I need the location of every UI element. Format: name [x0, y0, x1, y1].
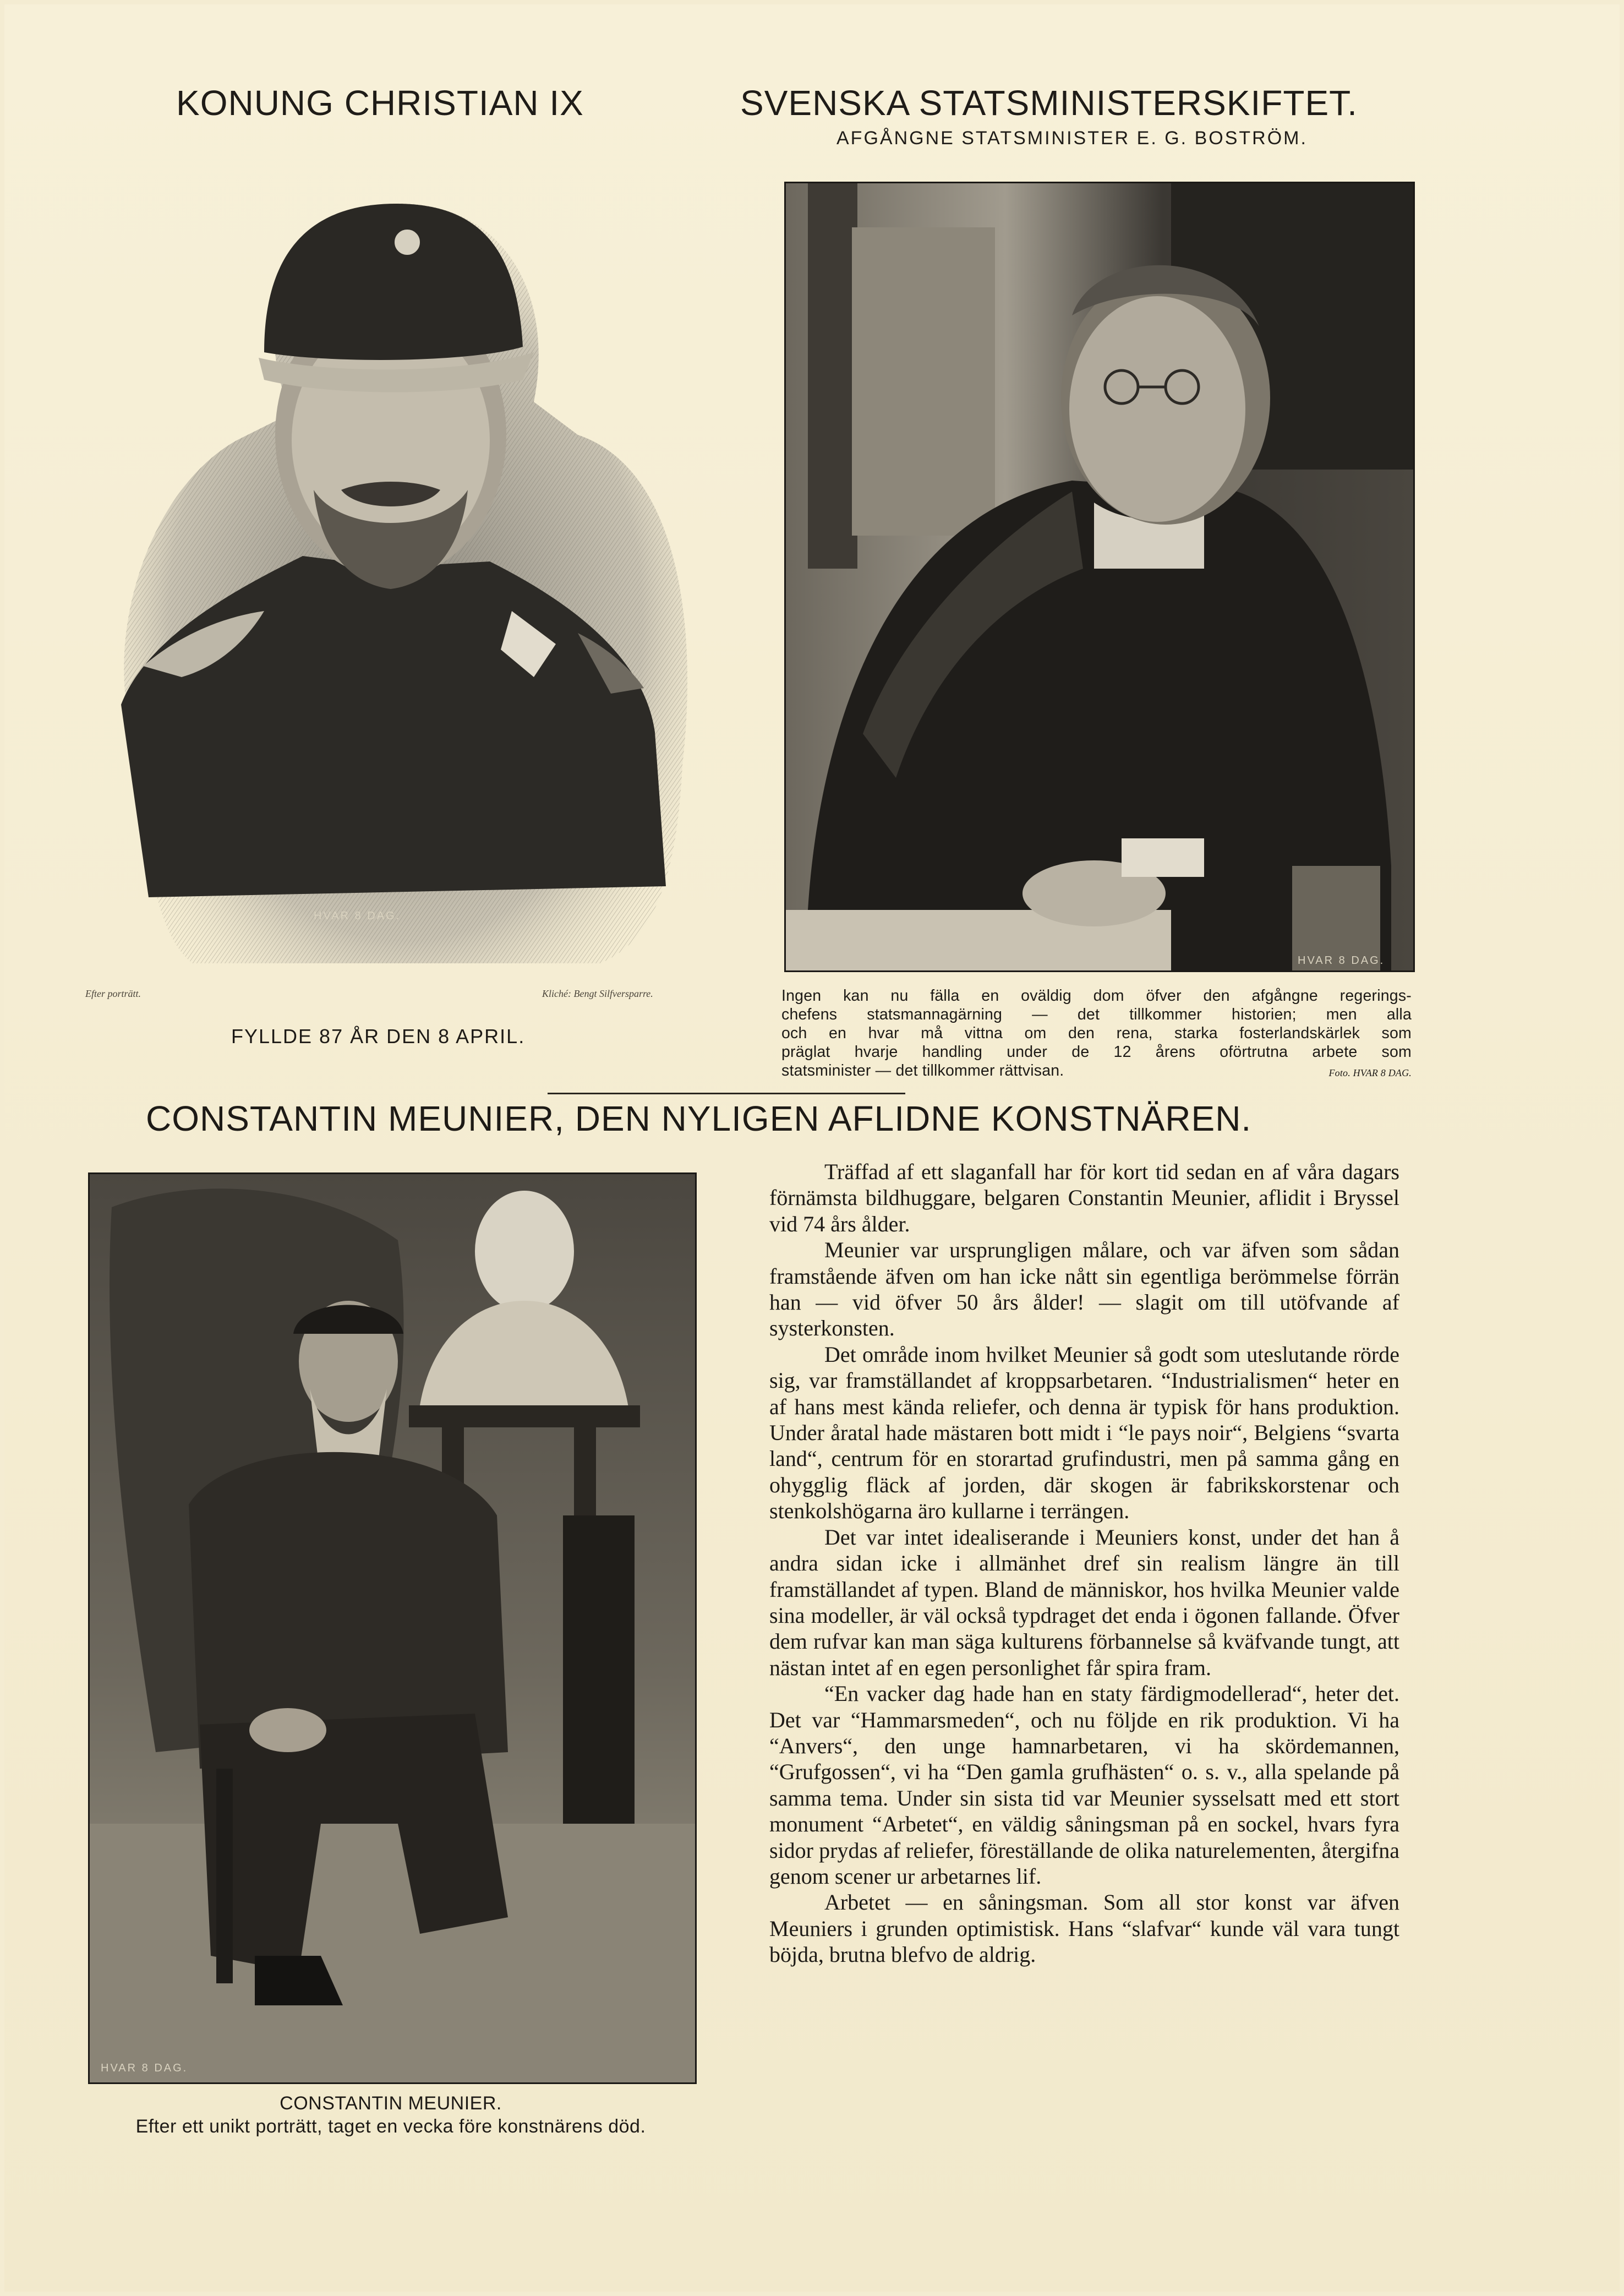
bostrom-caption-line: Ingen kan nu fälla en oväldig dom öfver den afgångne regerings-	[781, 987, 1412, 1005]
meunier-caption	[66, 2092, 715, 2138]
meunier-portrait-image	[88, 1172, 697, 2084]
heading-rule	[548, 1093, 905, 1094]
meunier-caption-sub: Efter ett unikt porträtt, taget en vecka före konstnärens död.	[135, 2116, 646, 2137]
heading-sweden: SVENSKA STATSMINISTERSKIFTET.	[740, 83, 1358, 123]
king-caption: FYLLDE 87 ÅR DEN 8 APRIL.	[231, 1025, 526, 1048]
heading-meunier: CONSTANTIN MEUNIER, DEN NYLIGEN AFLIDNE KONSTNÄREN.	[146, 1099, 1252, 1138]
heading-king: KONUNG CHRISTIAN IX	[176, 83, 584, 123]
article-paragraph: Det var intet idealiserande i Meuniers konst, under det han å andra sidan icke i allmänhet dref sin realism längre än till framställandet af typen. Bland de människor, hos hvilka Meunier valde sina modeller, är väl också typdraget det enda i ögonen fallande. Öfver dem rufvar kan man säga kulturens förbannelse så kväfvande tungt, att nästan intet af en egen personlighet får spira fram.	[769, 1524, 1399, 1680]
meunier-article	[769, 1159, 1399, 1968]
bostrom-portrait-image	[784, 182, 1415, 972]
bostrom-caption-line: och en hvar må vittna om den rena, starka fosterlandskärlek som	[781, 1024, 1412, 1042]
bostrom-stamp: HVAR 8 DAG.	[1298, 955, 1385, 967]
subheading-bostrom: AFGÅNGNE STATSMINISTER E. G. BOSTRÖM.	[836, 128, 1308, 149]
article-paragraph: Meunier var ursprungligen målare, och var äfven som sådan framstående äfven om han icke nått sin egentliga berömmelse förrän han — vid öfver 50 års ålder! — slagit om till utöfvande af systerkonsten.	[769, 1237, 1399, 1341]
meunier-caption-title: CONSTANTIN MEUNIER.	[280, 2093, 502, 2114]
bostrom-caption	[781, 986, 1412, 1082]
bostrom-caption-line: chefens statsmannagärning — det tillkommer historien; men alla	[781, 1006, 1412, 1023]
king-source-note: Efter porträtt.	[85, 988, 141, 999]
article-paragraph: “En vacker dag hade han en staty färdigmodellerad“, heter det. Det var “Hammarsmeden“, och nu följde en rik produktion. Vi ha “Anvers“, den unge hamnarbetaren, vi ha skördemannen, “Grufgossen“, vi ha “Den gamla grufhästen“ o. s. v., alla spelande på samma tema. Under sin sista tid var Meunier sysselsatt med ett stort monument “Arbetet“, en väldig såningsman på en sockel, hvars fyra sidor prydas af reliefer, föreställande de olika naturelementen, återgifna genom scener ur arbetarnes lif.	[769, 1681, 1399, 1889]
article-paragraph: Det område inom hvilket Meunier så godt som uteslutande rörde sig, var framställandet af kroppsarbetaren. “Industrialismen“ heter en af hans mest kända reliefer, och denna är typisk för hans produktion. Under åratal hade mästaren bott midt i “le pays noir“, Belgiens “svarta land“, centrum för en storartad grufindustri, men på samma gång en ohygglig fläck af jorden, där skogen är fabrikskorstenar och stenkolshögarna äro kullarne i terrängen.	[769, 1341, 1399, 1524]
king-cliche-note: Kliché: Bengt Silfversparre.	[542, 988, 653, 999]
bostrom-photo-credit: Foto. HVAR 8 DAG.	[1328, 1067, 1412, 1078]
king-portrait-image	[83, 182, 704, 974]
bostrom-caption-text: statsminister — det tillkommer rättvisan.	[781, 1062, 1064, 1079]
bostrom-caption-last-line	[781, 1061, 1412, 1080]
king-stamp: HVAR 8 DAG.	[314, 910, 401, 922]
bostrom-caption-line: präglat hvarje handling under de 12 årens oförtrutna arbete som	[781, 1043, 1412, 1061]
meunier-stamp: HVAR 8 DAG.	[101, 2062, 188, 2074]
article-paragraph: Arbetet — en såningsman. Som all stor konst var äfven Meuniers i grunden optimistisk. Hans “slafvar“ kunde väl vara tungt böjda, brutna blefvo de aldrig.	[769, 1890, 1399, 1967]
article-paragraph: Träffad af ett slaganfall har för kort tid sedan en af våra dagars förnämsta bildhuggare, belgaren Constantin Meunier, aflidit i Bryssel vid 74 års ålder.	[769, 1159, 1399, 1236]
